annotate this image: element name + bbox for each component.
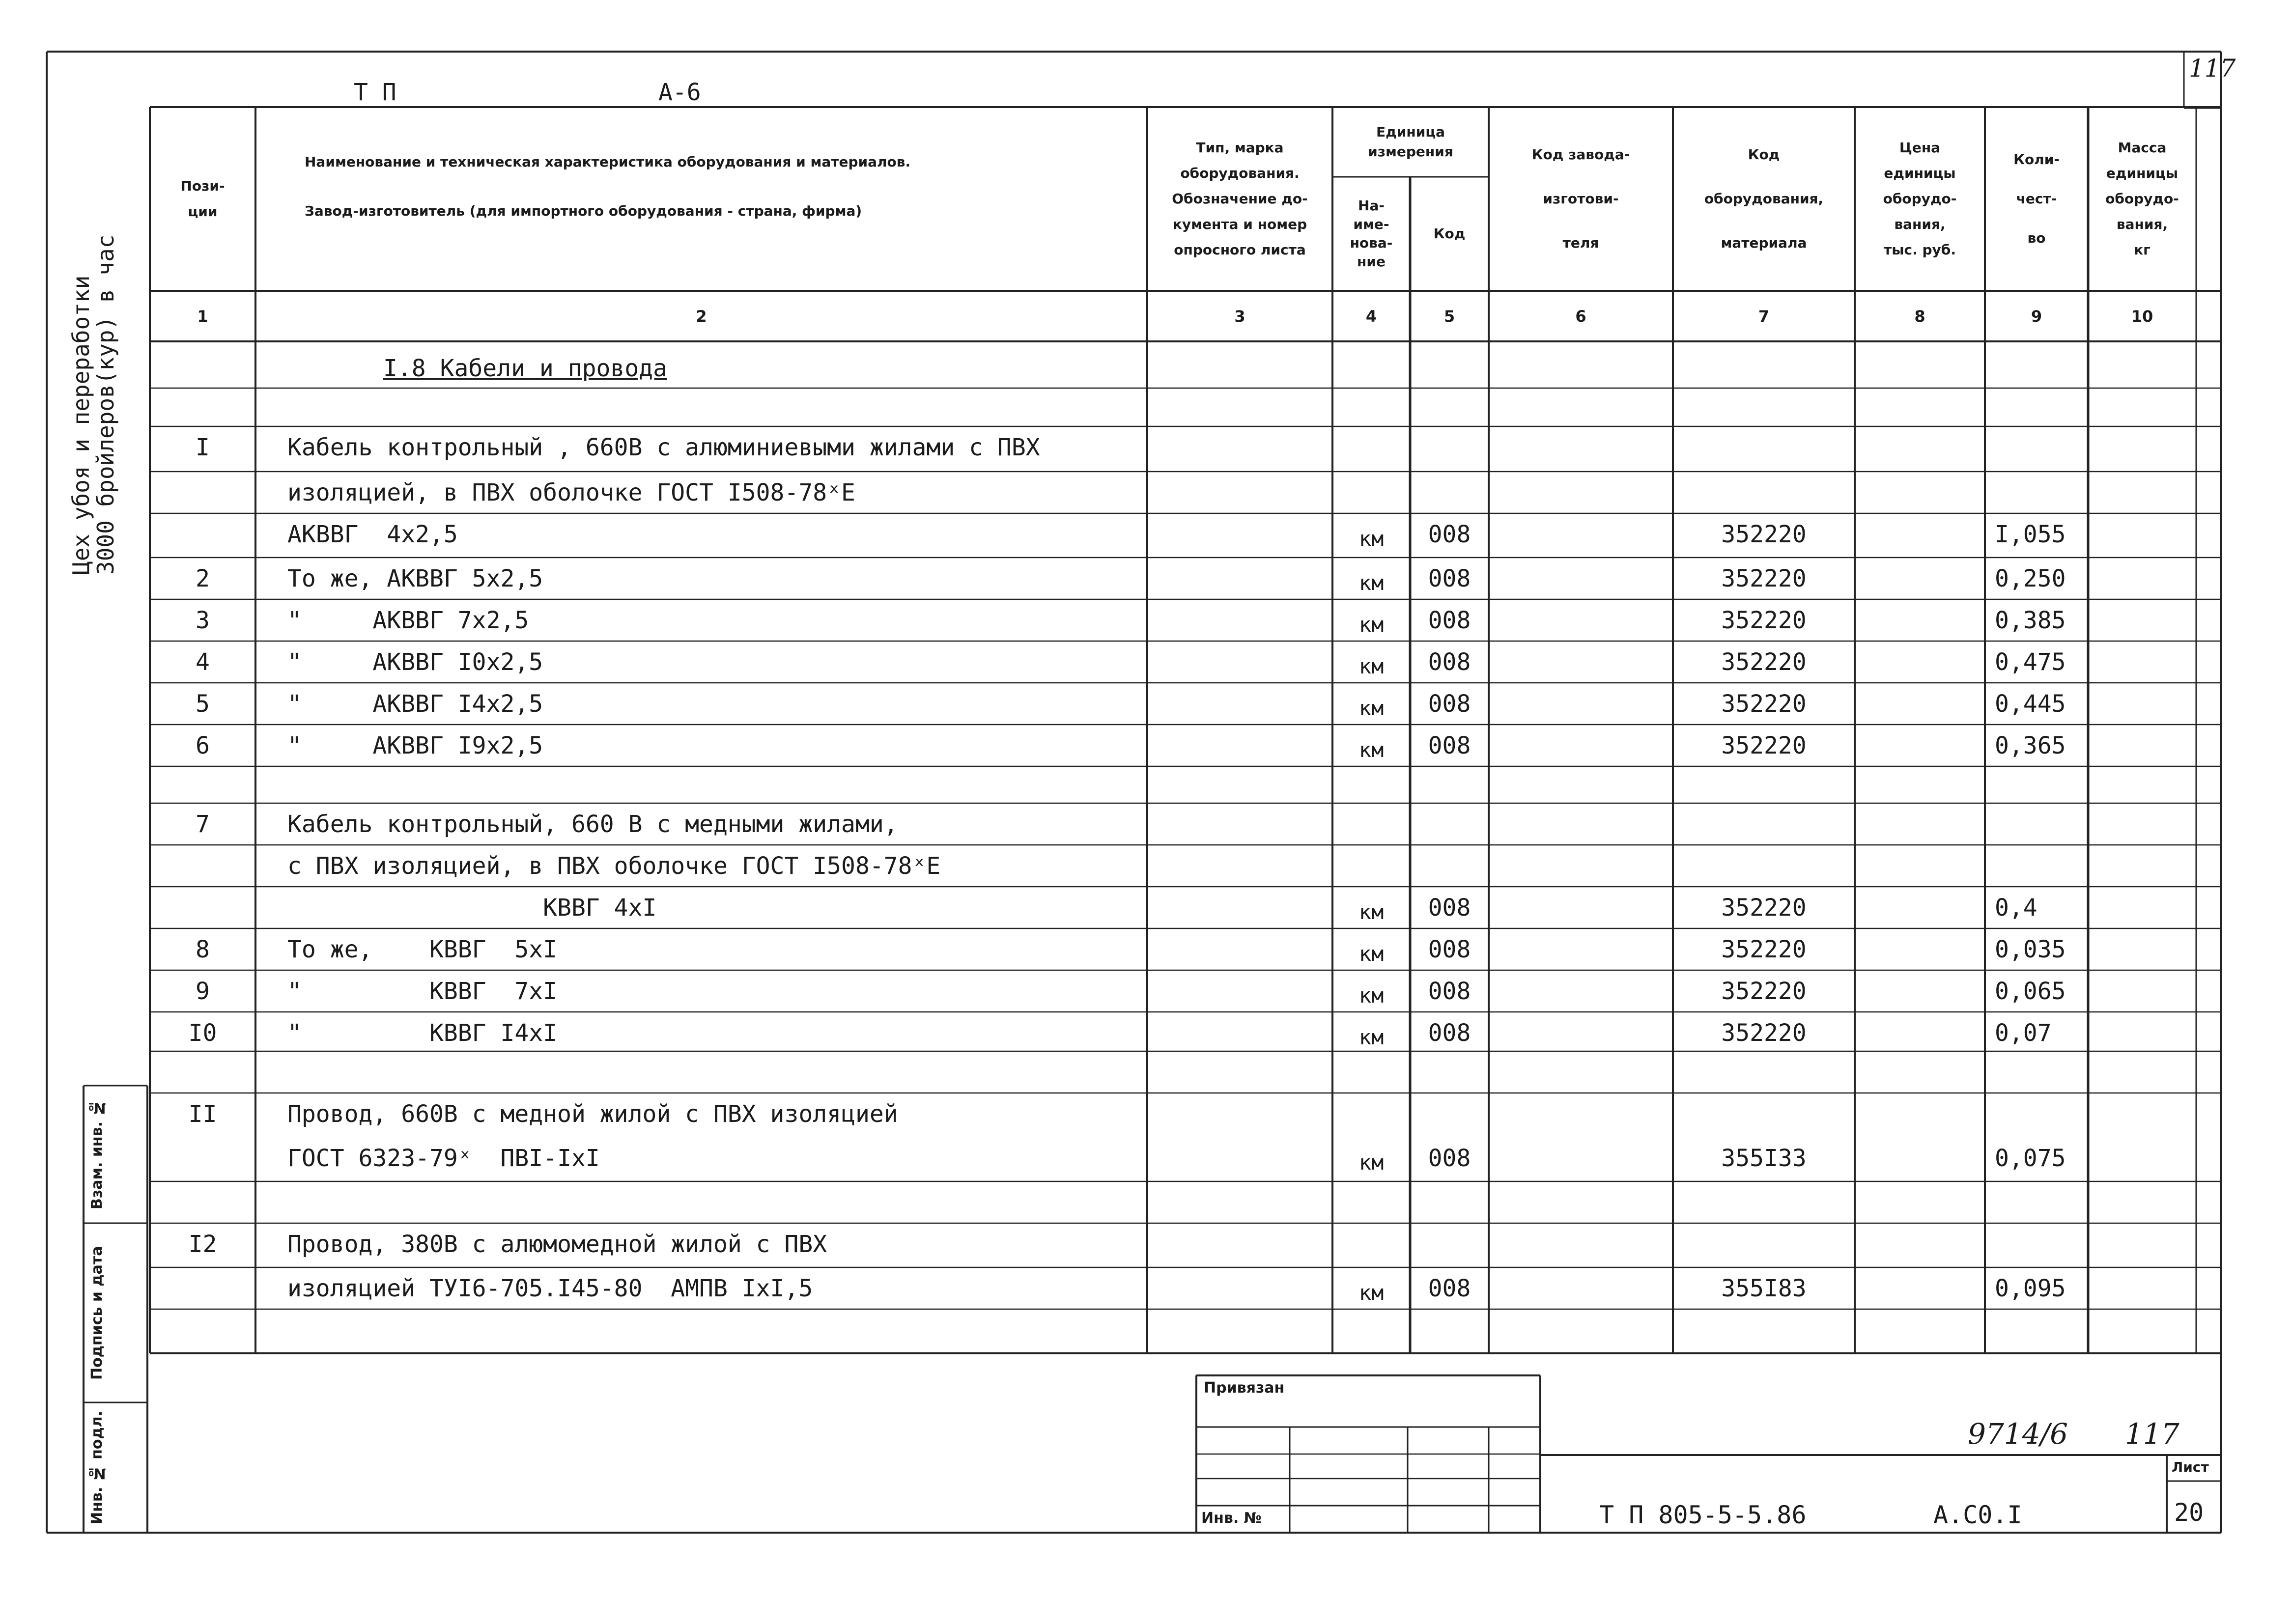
unit-cell: км <box>1358 1025 1384 1049</box>
material-code-cell: 352220 <box>1721 690 1807 718</box>
name-cell: То же, АКВВГ 5х2,5 <box>287 565 543 592</box>
unit-cell: км <box>1358 942 1384 966</box>
col-number-5: 5 <box>1443 307 1455 326</box>
position-cell: I <box>196 434 210 461</box>
stamp-inv-podl: Инв. № подл. <box>88 1410 106 1525</box>
name-cell: изоляцией, в ПВХ оболочке ГОСТ I508-78ˣЕ <box>287 479 855 506</box>
unit-code-cell: 008 <box>1428 894 1471 922</box>
col-header-1: Пози- ции <box>180 178 225 220</box>
header-sheet-code: А-6 <box>658 79 701 106</box>
quantity-cell: 0,4 <box>1995 894 2037 922</box>
quantity-cell: 0,07 <box>1995 1019 2052 1047</box>
name-cell: ГОСТ 6323-79ˣ ПВI-IхI <box>287 1145 600 1172</box>
unit-code-cell: 008 <box>1428 607 1471 634</box>
col-header-9: Коли- чест- во <box>2013 151 2060 246</box>
unit-cell: км <box>1358 1150 1384 1175</box>
name-cell: " КВВГ I4хI <box>287 1019 558 1047</box>
unit-cell: км <box>1358 571 1384 595</box>
quantity-cell: 0,065 <box>1995 978 2066 1005</box>
col-header-unit-group: Единица измерения <box>1368 124 1453 160</box>
col-header-10: Масса единицы оборудо- вания, кг <box>2105 140 2179 258</box>
quantity-cell: 0,095 <box>1995 1275 2066 1302</box>
unit-code-cell: 008 <box>1428 978 1471 1005</box>
unit-cell: км <box>1358 654 1384 678</box>
name-cell: " АКВВГ I0х2,5 <box>287 648 543 676</box>
col-number-7: 7 <box>1758 307 1770 326</box>
quantity-cell: 0,075 <box>1995 1145 2066 1172</box>
position-cell: 8 <box>196 936 210 963</box>
name-cell: То же, КВВГ 5хI <box>287 936 558 963</box>
unit-code-cell: 008 <box>1428 732 1471 759</box>
col-header-2-line2: Завод-изготовитель (для импортного оборудования - страна, фирма) <box>305 203 862 219</box>
material-code-cell: 352220 <box>1721 936 1807 963</box>
unit-cell: км <box>1358 1281 1384 1305</box>
quantity-cell: 0,250 <box>1995 565 2066 592</box>
handwritten-page: 117 <box>2125 1417 2179 1451</box>
position-cell: I0 <box>188 1019 217 1047</box>
side-title <box>69 201 118 575</box>
unit-code-cell: 008 <box>1428 1145 1471 1172</box>
material-code-cell: 352220 <box>1721 894 1807 922</box>
quantity-cell: 0,475 <box>1995 648 2066 676</box>
unit-cell: км <box>1358 983 1384 1008</box>
col-header-2-line1: Наименование и техническая характеристика оборудования и материалов. <box>305 154 911 170</box>
material-code-cell: 352220 <box>1721 565 1807 592</box>
sheet-number: 20 <box>2174 1498 2204 1527</box>
position-cell: 6 <box>196 732 210 759</box>
quantity-cell: 0,385 <box>1995 607 2066 634</box>
stamp-inv-no: Инв. № <box>1201 1510 1262 1527</box>
material-code-cell: 352220 <box>1721 648 1807 676</box>
name-cell: " АКВВГ 7х2,5 <box>287 607 529 634</box>
position-cell: 7 <box>196 811 210 838</box>
quantity-cell: 0,035 <box>1995 936 2066 963</box>
col-header-2 <box>255 107 1147 291</box>
stamp-vzam-inv: Взам. инв. № <box>88 1099 106 1210</box>
position-cell: 9 <box>196 978 210 1005</box>
unit-cell: км <box>1358 613 1384 637</box>
col-header-8: Цена единицы оборудо- вания, тыс. руб. <box>1883 140 1957 258</box>
corner-page-number: 117 <box>2189 54 2236 83</box>
stamp-podpis-data: Подпись и дата <box>88 1246 106 1380</box>
doc-album: А.С0.I <box>1933 1501 2022 1529</box>
name-cell: АКВВГ 4х2,5 <box>287 521 458 548</box>
col-header-4: На- име- нова- ние <box>1350 197 1393 270</box>
col-header-7: Код оборудования, материала <box>1704 146 1824 251</box>
side-title-line2: 3000 бройлеров(кур) в час <box>92 234 119 575</box>
col-number-4: 4 <box>1365 307 1377 326</box>
name-cell: Провод, 660В с медной жилой с ПВХ изоляцией <box>287 1100 898 1128</box>
stamp-privyazan: Привязан <box>1204 1379 1285 1397</box>
name-cell: " АКВВГ I4х2,5 <box>287 690 543 718</box>
position-cell: I2 <box>188 1231 217 1258</box>
material-code-cell: 352220 <box>1721 978 1807 1005</box>
section-title: I.8 Кабели и провода <box>383 355 667 382</box>
name-cell: " КВВГ 7хI <box>287 978 558 1005</box>
header-tp: Т П <box>354 79 396 106</box>
side-title-line1: Цех убоя и переработки <box>68 275 94 575</box>
col-number-1: 1 <box>197 307 208 326</box>
unit-cell: км <box>1358 527 1384 551</box>
col-number-8: 8 <box>1914 307 1925 326</box>
name-cell: КВВГ 4хI <box>287 894 657 922</box>
position-cell: 5 <box>196 690 210 718</box>
quantity-cell: 0,365 <box>1995 732 2066 759</box>
unit-cell: км <box>1358 900 1384 924</box>
position-cell: 2 <box>196 565 210 592</box>
unit-code-cell: 008 <box>1428 521 1471 548</box>
handwritten-code: 9714/6 <box>1968 1417 2068 1451</box>
name-cell: Кабель контрольный, 660 В с медными жилами, <box>287 811 898 838</box>
unit-cell: км <box>1358 696 1384 720</box>
name-cell: изоляцией ТУI6-705.I45-80 АМПВ IхI,5 <box>287 1275 813 1302</box>
col-header-6: Код завода- изготови- теля <box>1531 146 1630 251</box>
col-number-2: 2 <box>696 307 707 326</box>
material-code-cell: 355I83 <box>1721 1275 1807 1302</box>
position-cell: II <box>188 1100 217 1128</box>
unit-code-cell: 008 <box>1428 690 1471 718</box>
unit-code-cell: 008 <box>1428 936 1471 963</box>
position-cell: 3 <box>196 607 210 634</box>
col-number-10: 10 <box>2131 307 2153 326</box>
name-cell: Кабель контрольный , 660В с алюминиевыми жилами с ПВХ <box>287 434 1040 461</box>
col-header-5: Код <box>1433 225 1466 242</box>
col-number-9: 9 <box>2031 307 2042 326</box>
unit-code-cell: 008 <box>1428 1019 1471 1047</box>
position-cell: 4 <box>196 648 210 676</box>
unit-code-cell: 008 <box>1428 1275 1471 1302</box>
unit-code-cell: 008 <box>1428 565 1471 592</box>
name-cell: " АКВВГ I9х2,5 <box>287 732 543 759</box>
material-code-cell: 352220 <box>1721 607 1807 634</box>
material-code-cell: 355I33 <box>1721 1145 1807 1172</box>
col-header-3: Тип, марка оборудования. Обозначение до- кумента и номер опросного листа <box>1172 140 1308 258</box>
material-code-cell: 352220 <box>1721 732 1807 759</box>
doc-code: Т П 805-5-5.86 <box>1599 1501 1807 1529</box>
col-number-6: 6 <box>1575 307 1586 326</box>
name-cell: с ПВХ изоляцией, в ПВХ оболочке ГОСТ I508-78ˣЕ <box>287 852 941 880</box>
col-number-3: 3 <box>1234 307 1245 326</box>
name-cell: Провод, 380В с алюмомедной жилой с ПВХ <box>287 1231 827 1258</box>
quantity-cell: 0,445 <box>1995 690 2066 718</box>
unit-code-cell: 008 <box>1428 648 1471 676</box>
material-code-cell: 352220 <box>1721 1019 1807 1047</box>
unit-cell: км <box>1358 738 1384 762</box>
sheet-label: Лист <box>2172 1459 2209 1475</box>
quantity-cell: I,055 <box>1995 521 2066 548</box>
material-code-cell: 352220 <box>1721 521 1807 548</box>
